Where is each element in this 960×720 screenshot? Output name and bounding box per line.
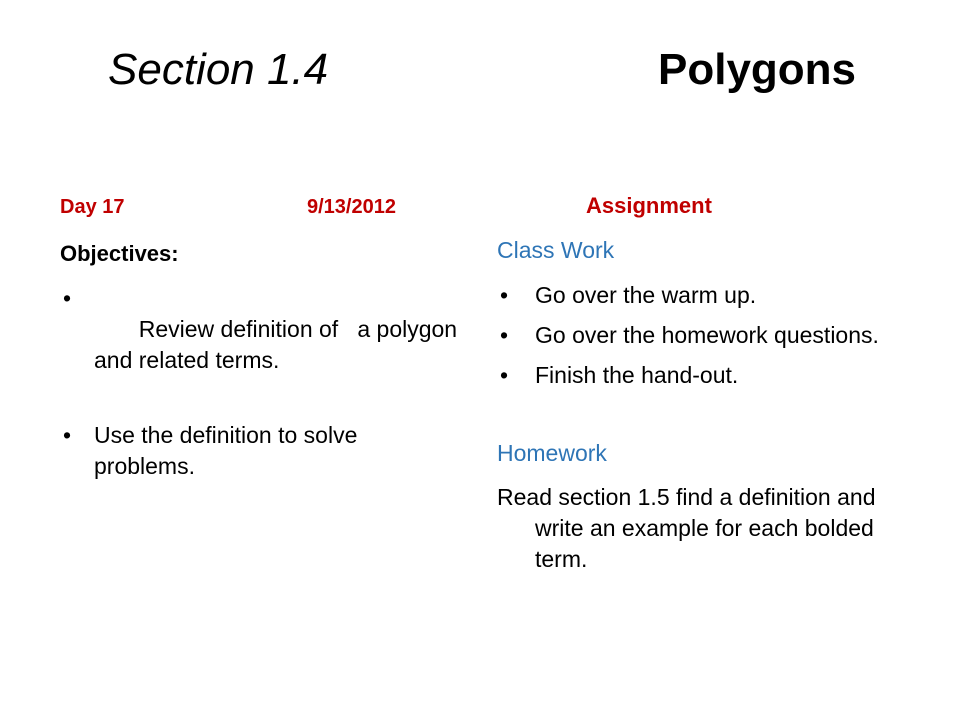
list-item <box>497 320 897 351</box>
bullet-icon: • <box>499 362 509 388</box>
classwork-text: Go over the homework questions. <box>535 322 879 348</box>
bullet-icon: • <box>62 285 72 311</box>
classwork-text: Finish the hand-out. <box>535 362 739 388</box>
homework-heading: Homework <box>497 440 607 466</box>
list-item <box>60 420 460 482</box>
objectives-list <box>60 283 464 495</box>
day-label: Day 17 <box>60 196 125 218</box>
objective-text: Review definition of a polygon and related terms. <box>94 316 464 373</box>
classwork-text: Go over the warm up. <box>535 282 757 308</box>
list-item <box>497 360 897 391</box>
classwork-list <box>497 280 897 400</box>
date-label: 9/13/2012 <box>307 196 396 218</box>
bullet-icon: • <box>62 422 72 448</box>
assignment-heading: Assignment <box>586 193 712 218</box>
slide-title-section: Section 1.4 <box>108 45 329 94</box>
list-item <box>60 283 464 407</box>
bullet-icon: • <box>499 282 509 308</box>
bullet-icon: • <box>499 322 509 348</box>
slide-title-topic: Polygons <box>658 45 857 94</box>
classwork-heading: Class Work <box>497 237 615 263</box>
objectives-heading: Objectives: <box>60 241 179 266</box>
homework-text: Read section 1.5 find a definition and write an example for each bolded term. <box>497 484 876 572</box>
objective-text: Use the definition to solve problems. <box>94 422 358 479</box>
list-item <box>497 280 897 311</box>
